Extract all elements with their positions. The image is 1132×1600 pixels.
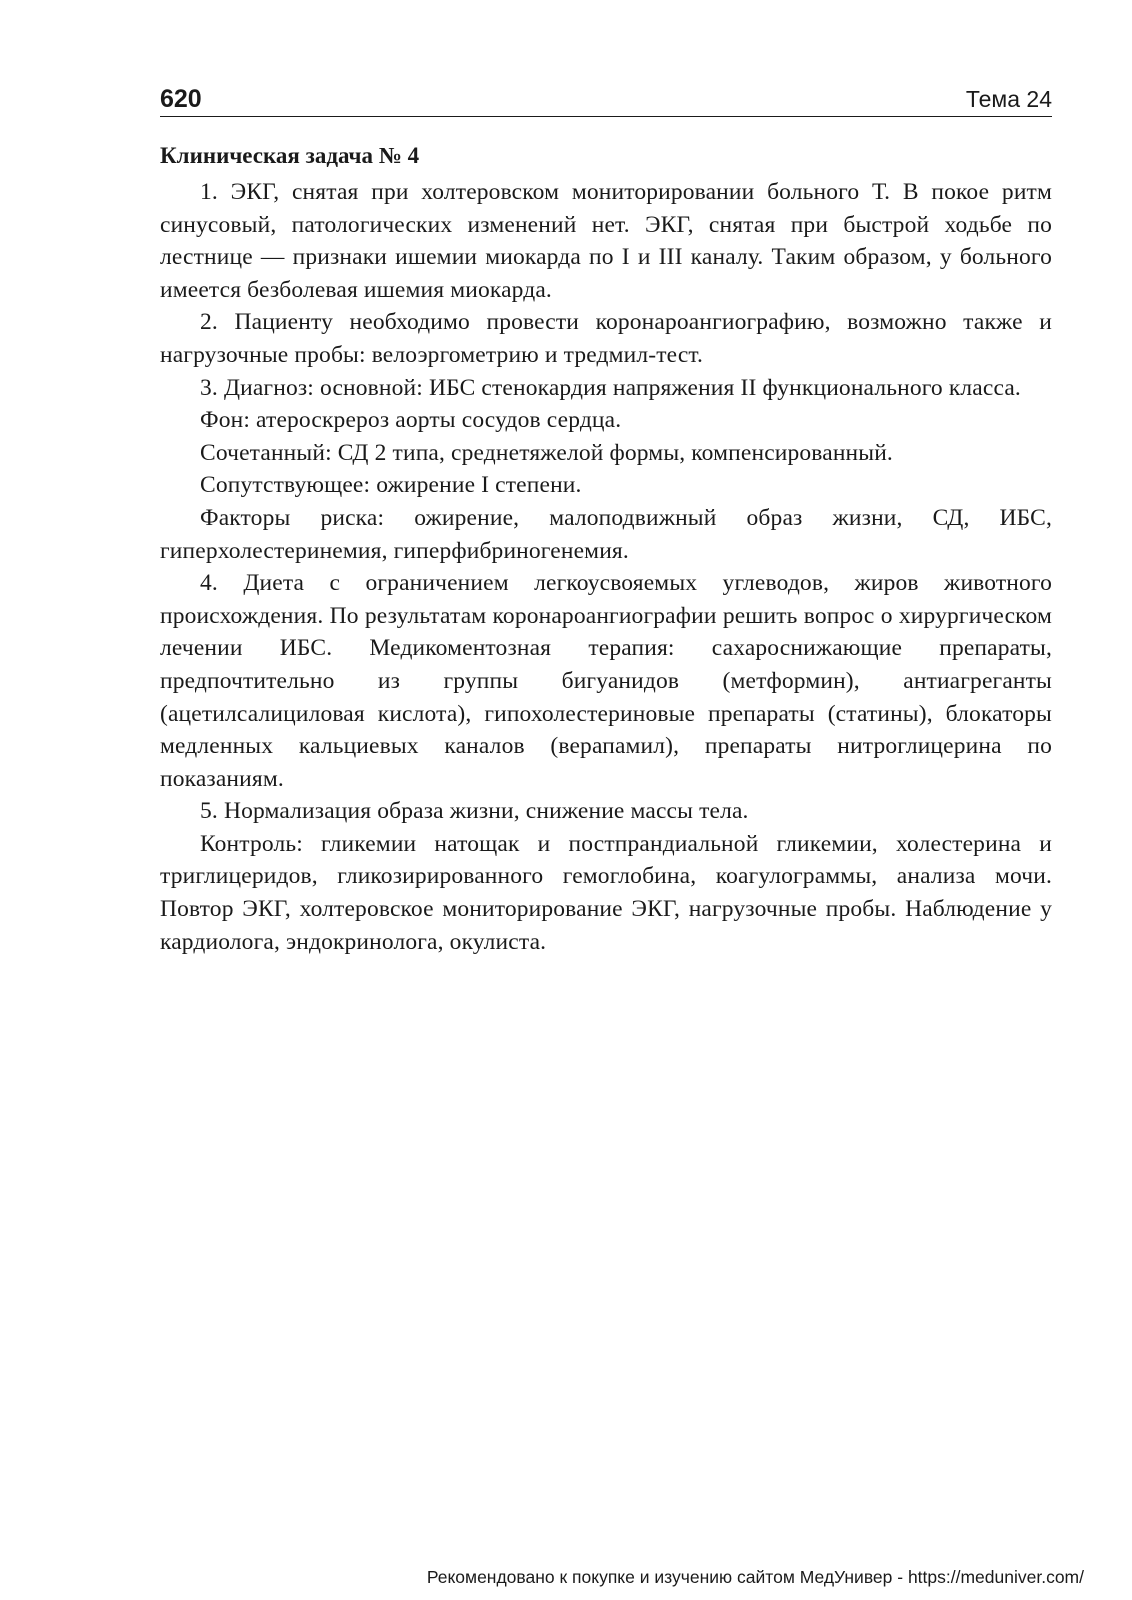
paragraph-lifestyle: 5. Нормализация образа жизни, снижение массы тела. (200, 798, 749, 825)
paragraph-concomitant: Сопутствующее: ожирение I степени. (200, 472, 582, 499)
paragraph-monitoring: Контроль: гликемии натощак и постпрандиальной гликемии, холестерина и триглицеридов, гликозирированного гемоглобина, коагулограммы, анализа мочи. Повтор ЭКГ, холтеровское мониторирование ЭКГ, нагрузочные пробы. Наблюдение у кардиолога, эндокринолога, окулиста. (160, 830, 1052, 955)
footer-note: Рекомендовано к покупке и изучению сайтом МедУнивер - https://meduniver.com/ (426, 1567, 1084, 1587)
paragraph-ecg-findings: 1. ЭКГ, снятая при холтеровском мониторировании больного Т. В покое ритм синусовый, патологических изменений нет. ЭКГ, снятая при быстрой ходьбе по лестнице — признаки ишемии миокарда по I и III каналу. Таким образом, у больного имеется безболевая ишемия миокарда. (160, 179, 1052, 303)
header-rule (160, 116, 1052, 117)
paragraph-background: Фон: атероскрероз аорты сосудов сердца. (200, 407, 622, 434)
page-body (160, 140, 1052, 958)
page-number: 620 (160, 85, 202, 113)
paragraph-risk-factors: Факторы риска: ожирение, малоподвижный образ жизни, СД, ИБС, гиперхолестеринемия, гиперфибриногенемия. (160, 504, 1052, 564)
paragraph-examinations: 2. Пациенту необходимо провести коронароангиографию, возможно также и нагрузочные пробы: велоэргометрию и тредмил-тест. (160, 309, 1052, 368)
running-head: Тема 24 (965, 86, 1052, 112)
page-header (160, 84, 1052, 114)
paragraph-combined: Сочетанный: СД 2 типа, среднетяжелой формы, компенсированный. (200, 439, 893, 466)
task-title: Клиническая задача № 4 (160, 143, 420, 168)
paragraph-diagnosis: 3. Диагноз: основной: ИБС стенокардия напряжения II функционального класса. (200, 374, 1021, 401)
paragraph-treatment: 4. Диета с ограничением легкоусвояемых углеводов, жиров животного происхождения. По результатам коронароангиографии решить вопрос о хирургическом лечении ИБС. Медикоментозная терапия: сахароснижающие препараты, предпочтительно из группы бигуанидов (метформин), антиагреганты (ацетилсалициловая кислота), гипохолестериновые препараты (статины), блокаторы медленных кальциевых каналов (верапамил), препараты нитроглицерина по показаниям. (160, 570, 1052, 792)
